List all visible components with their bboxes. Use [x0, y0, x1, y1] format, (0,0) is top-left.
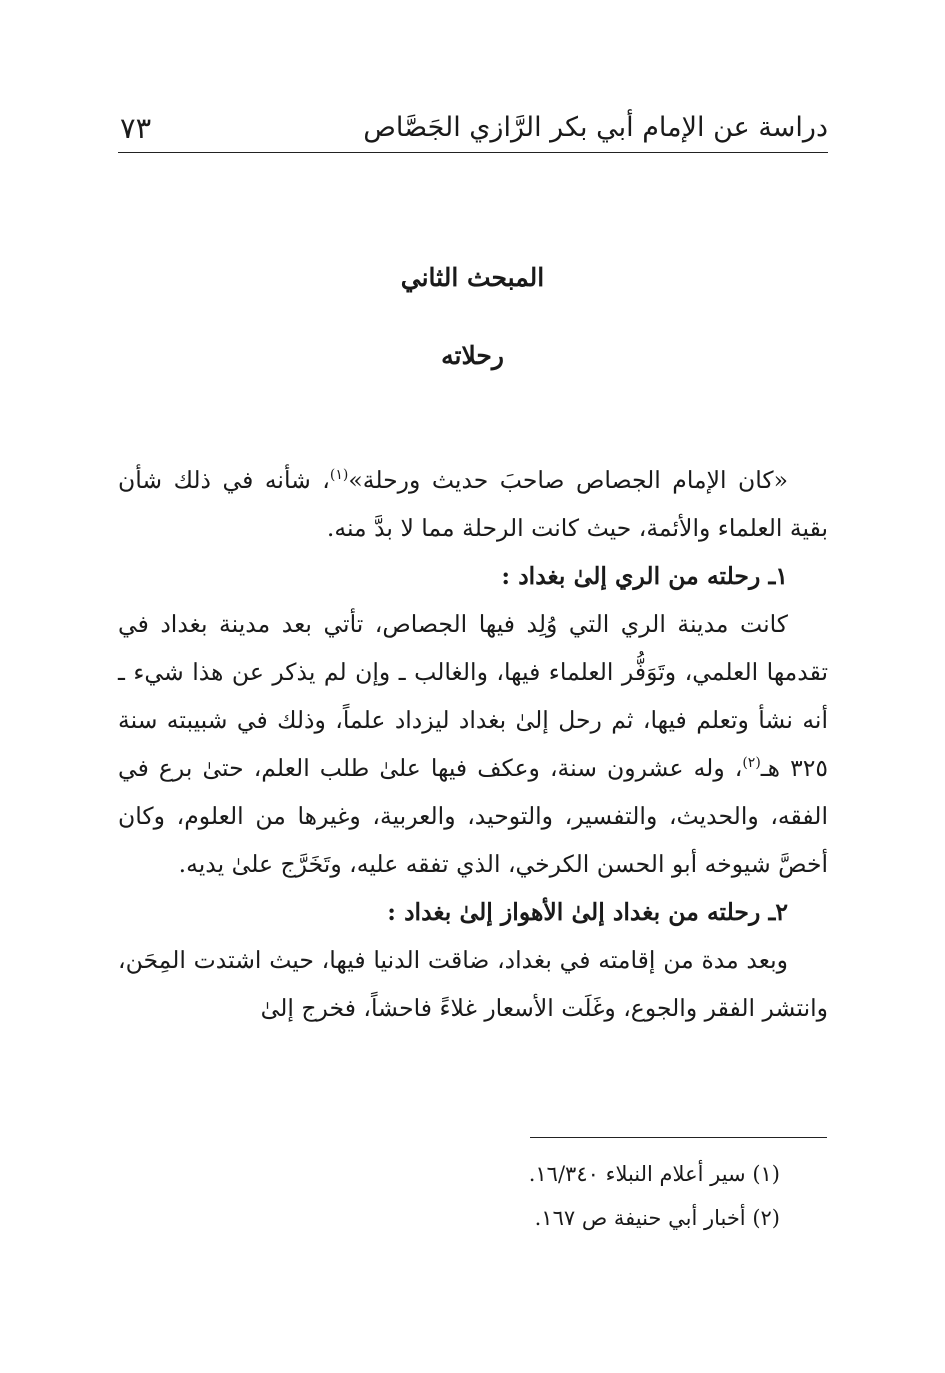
footnote-ref-2: (٢) — [742, 755, 761, 772]
section-2-paragraph: وبعد مدة من إقامته في بغداد، ضاقت الدنيا فيها، حيث اشتدت المِحَن، وانتشر الفقر والجوع، وغَلَت الأسعار غلاءً فاحشاً، فخرج إلىٰ — [118, 946, 828, 1022]
intro-text-part2: ، شأنه في ذلك شأن بقية العلماء والأئمة، حيث كانت الرحلة مما لا بدَّ منه. — [118, 466, 828, 542]
page-number: ٧٣ — [120, 111, 152, 145]
section-1-text-part2: ، وله عشرون سنة، وعكف فيها علىٰ طلب العلم، حتىٰ برع في الفقه، والحديث، والتفسير، والتوحيد، والعربية، وغيرها من العلوم، وكان أخصَّ شيوخه أبو الحسن الكرخي، الذي تفقه عليه، وتَخَرَّج علىٰ يديه. — [118, 754, 828, 878]
footnote-1: (١) سير أعلام النبلاء ١٦/٣٤٠. — [528, 1162, 780, 1186]
section-title: رحلاته — [441, 341, 504, 370]
running-title: دراسة عن الإمام أبي بكر الرَّازي الجَصَّاص — [363, 112, 828, 143]
footnote-ref-1: (١) — [329, 467, 349, 484]
running-header — [118, 108, 828, 153]
footnotes — [118, 1152, 780, 1240]
body-text — [118, 456, 828, 1032]
intro-paragraph — [118, 456, 828, 552]
intro-text-part1: «كان الإمام الجصاص صاحبَ حديث ورحلة» — [348, 466, 788, 494]
footnote-2: (٢) أخبار أبي حنيفة ص ١٦٧. — [534, 1206, 780, 1230]
footnote-separator — [530, 1137, 827, 1138]
section-1-heading: ١ـ رحلته من الري إلىٰ بغداد : — [501, 562, 788, 590]
chapter-title: المبحث الثاني — [400, 263, 545, 292]
section-2-heading: ٢ـ رحلته من بغداد إلىٰ الأهواز إلىٰ بغداد : — [387, 898, 788, 926]
section-1-paragraph — [118, 600, 828, 888]
section-1-text-part1: كانت مدينة الري التي وُلِد فيها الجصاص، تأتي بعد مدينة بغداد في تقدمها العلمي، وتَوَفُّر العلماء فيها، والغالب ـ وإن لم يذكر عن هذا شيء ـ أنه نشأ وتعلم فيها، ثم رحل إلىٰ بغداد ليزداد علماً، وذلك في شبيبته سنة ٣٢٥ هـ — [118, 610, 829, 782]
